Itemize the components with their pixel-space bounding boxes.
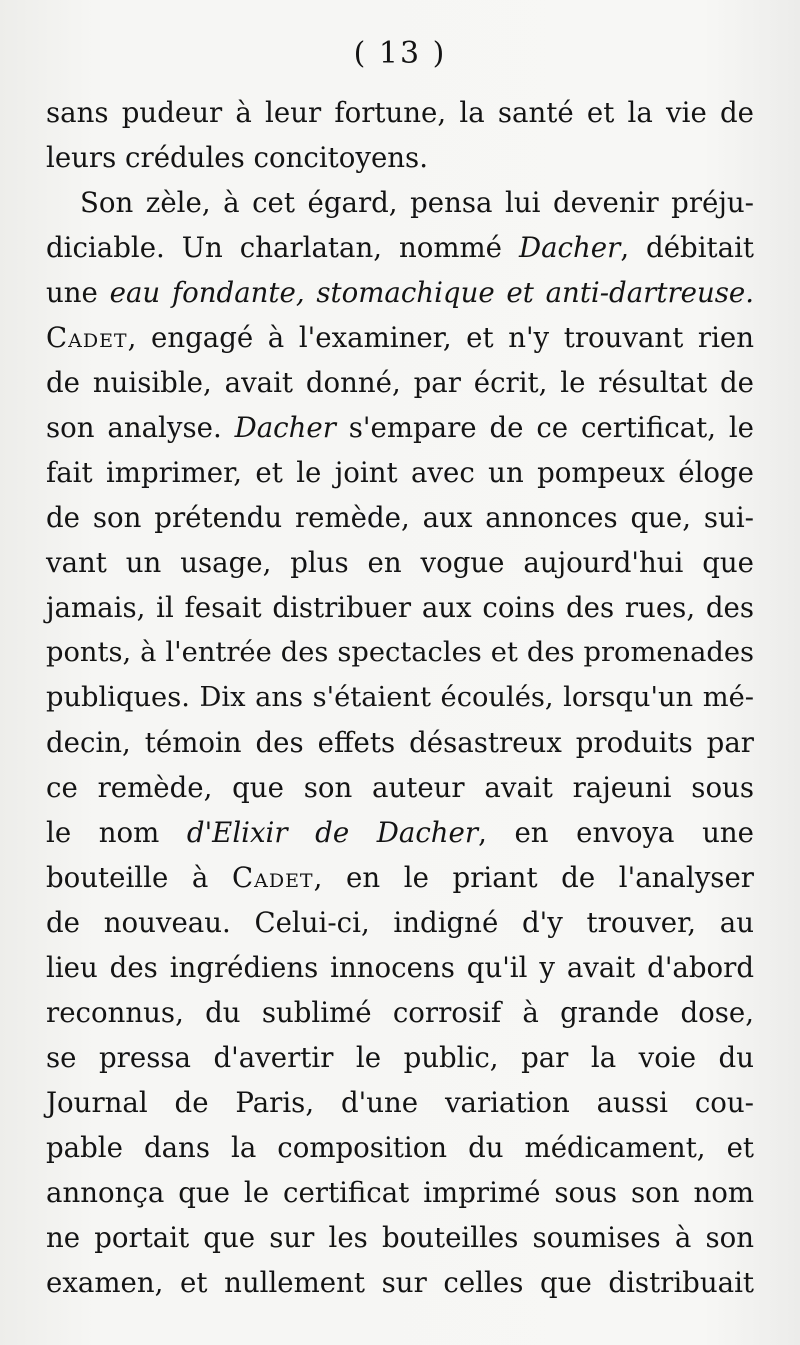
text-segment: diciable. Un charlatan, nommé — [46, 231, 519, 264]
text-segment: de son prétendu remède, aux annonces que, sui- — [46, 501, 754, 534]
text-line — [46, 945, 754, 990]
text-segment: , en le priant de l'analyser — [313, 861, 754, 894]
text-segment: publiques. Dix ans s'étaient écoulés, lorsqu'un mé- — [46, 682, 754, 713]
text-line — [46, 90, 754, 135]
small-caps-name: Cadet — [232, 861, 314, 894]
text-line — [46, 135, 754, 180]
text-line — [46, 765, 754, 810]
text-segment: bouteille à — [46, 861, 232, 894]
text-segment: , débitait — [620, 231, 754, 264]
text-line — [46, 180, 754, 225]
text-line — [46, 315, 754, 360]
text-segment: le nom — [46, 816, 187, 849]
text-segment: de nouveau. Celui-ci, indigné d'y trouver, au — [46, 906, 754, 939]
text-segment: examen, et nullement sur celles que distribuait — [46, 1266, 754, 1299]
italic-text: eau fondante, stomachique et anti-dartreuse. — [109, 276, 754, 309]
text-segment: , en envoya une — [478, 816, 754, 849]
text-line — [46, 720, 754, 765]
text-segment: de nuisible, avait donné, par écrit, le résultat de — [46, 366, 754, 399]
italic-text: d'Elixir de Dacher — [186, 816, 479, 849]
italic-text: Dacher — [518, 231, 621, 264]
text-segment: s'empare de ce certificat, le — [335, 411, 755, 444]
text-line — [46, 1260, 754, 1305]
text-line — [46, 1080, 754, 1125]
text-segment: Son zèle, à cet égard, pensa lui devenir préju- — [80, 186, 754, 219]
text-line — [46, 270, 754, 315]
text-segment: vant un usage, plus en vogue aujourd'hui que — [46, 546, 754, 579]
text-line — [46, 900, 754, 945]
text-line — [46, 1125, 754, 1170]
text-line — [46, 585, 754, 630]
text-segment: , engagé à l'examiner, et n'y trouvant rien — [127, 321, 754, 354]
text-segment: sans pudeur à leur fortune, la santé et la vie de — [46, 96, 754, 129]
text-segment: annonça que le certificat imprimé sous son nom — [46, 1176, 754, 1209]
text-segment: fait imprimer, et le joint avec un pompeux éloge — [46, 456, 754, 489]
text-line — [46, 495, 754, 540]
text-segment: pable dans la composition du médicament, et — [46, 1131, 754, 1164]
text-segment: jamais, il fesait distribuer aux coins des rues, des — [46, 591, 754, 624]
text-segment: reconnus, du sublimé corrosif à grande dose, — [46, 996, 754, 1029]
text-segment: leurs crédules concitoyens. — [46, 141, 428, 174]
text-segment: ne portait que sur les bouteilles soumises à son — [46, 1221, 754, 1254]
small-caps-name: Cadet — [46, 321, 128, 354]
text-line — [46, 1170, 754, 1215]
text-segment: son analyse. — [46, 411, 235, 444]
text-line — [46, 1215, 754, 1260]
text-line — [46, 630, 754, 675]
body-text — [46, 90, 754, 1305]
text-segment: decin, témoin des effets désastreux produits par — [46, 726, 754, 759]
text-line — [46, 675, 754, 720]
text-segment: lieu des ingrédiens innocens qu'il y avait d'abord — [46, 951, 754, 984]
text-line — [46, 855, 754, 900]
text-segment: ponts, à l'entrée des spectacles et des promenades — [46, 637, 754, 668]
page-number: ( 13 ) — [353, 36, 447, 71]
text-line — [46, 540, 754, 585]
text-segment: se pressa d'avertir le public, par la voie du — [46, 1041, 754, 1074]
text-segment: Journal de Paris, d'une variation aussi cou- — [46, 1086, 754, 1119]
text-line — [46, 360, 754, 405]
text-line — [46, 1035, 754, 1080]
text-line — [46, 990, 754, 1035]
text-segment: ce remède, que son auteur avait rajeuni sous — [46, 771, 754, 804]
text-line — [46, 810, 754, 855]
text-line — [46, 450, 754, 495]
text-segment: une — [46, 276, 110, 309]
text-line — [46, 405, 754, 450]
italic-text: Dacher — [234, 411, 336, 444]
text-line — [46, 225, 754, 270]
